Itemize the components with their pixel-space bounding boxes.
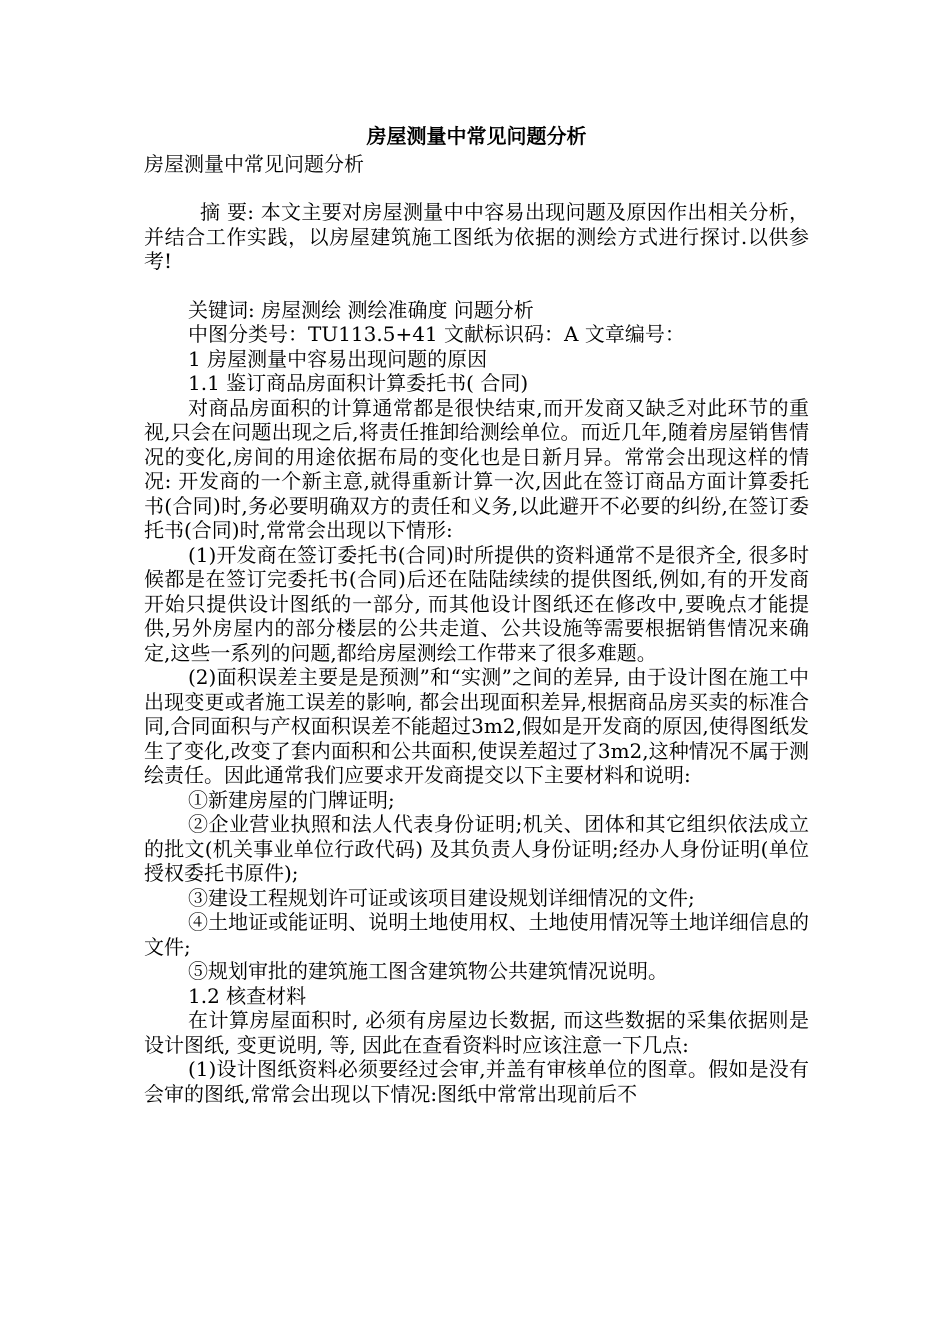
document-title: 房屋测量中常见问题分析 bbox=[366, 124, 587, 148]
list-item: ④土地证或能证明、说明土地使用权、土地使用情况等土地详细信息的文件; bbox=[144, 910, 809, 959]
list-item: ①新建房屋的门牌证明; bbox=[188, 787, 395, 812]
section-heading-1-1: 1.1 鉴订商品房面积计算委托书( 合同) bbox=[188, 371, 529, 395]
list-item: ⑤规划审批的建筑施工图含建筑物公共建筑情况说明。 bbox=[188, 959, 668, 983]
list-item: ③建设工程规划许可证或该项目建设规划详细情况的文件; bbox=[188, 885, 695, 910]
list-item: ②企业营业执照和法人代表身份证明;机关、团体和其它组织依法成立的批文(机关事业单位行政代码) 及其负责人身份证明;经办人身份证明(单位授权委托书原件); bbox=[144, 812, 809, 885]
body-paragraph: 对商品房面积的计算通常都是很快结束,而开发商又缺乏对此环节的重视,只会在问题出现之后,将责任推卸给测绘单位。而近几年,随着房屋销售情况的变化,房间的用途依据布局的变化也是日新月异。常常会出现这样的情况: 开发商的一个新主意,就得重新计算一次,因此在签订商品方面计算委托书(合同)时,务必要明确双方的责任和义务,以此避开不必要的纠纷,在签订委托书(合同)时,常常会出现以下情形: bbox=[144, 395, 809, 542]
abstract-paragraph: 摘 要: 本文主要对房屋测量中中容易出现问题及原因作出相关分析，并结合工作实践，以房屋建筑施工图纸为依据的测绘方式进行探讨.以供参考! bbox=[144, 200, 809, 273]
body-paragraph: (1)开发商在签订委托书(合同)时所提供的资料通常不是很齐全, 很多时候都是在签订完委托书(合同)后还在陆陆续续的提供图纸,例如,有的开发商开始只提供设计图纸的一部分, 而其他设计图纸还在修改中,要晚点才能提供,另外房屋内的部分楼层的公共走道、公共设施等需要根据销售情况来确定,这些一系列的问题,都给房屋测绘工作带来了很多难题。 bbox=[144, 542, 809, 665]
classification-line: 中图分类号：TU113.5+41 文献标识码：A 文章编号： bbox=[188, 322, 685, 346]
document-page bbox=[144, 118, 809, 1106]
body-paragraph: (1)设计图纸资料必须要经过会审,并盖有审核单位的图章。假如是没有会审的图纸,常常会出现以下情况:图纸中常常出现前后不 bbox=[144, 1057, 809, 1106]
body-paragraph: (2)面积误差主要是是预测”和“实测”之间的差异, 由于设计图在施工中出现变更或者施工误差的影响, 都会出现面积差异,根据商品房买卖的标准合同,合同面积与产权面积误差不能超过3m2,假如是开发商的原因,使得图纸发生了变化,改变了套内面积和公共面积,使误差超过了3m2,这种情况不属于测绘责任。因此通常我们应要求开发商提交以下主要材料和说明: bbox=[144, 665, 809, 787]
keywords-line: 关键词: 房屋测绘 测绘准确度 问题分析 bbox=[188, 297, 534, 322]
section-heading-1-2: 1.2 核查材料 bbox=[188, 983, 307, 1008]
section-heading-1: 1 房屋测量中容易出现问题的原因 bbox=[188, 346, 488, 371]
body-paragraph: 在计算房屋面积时, 必须有房屋边长数据, 而这些数据的采集依据则是设计图纸, 变更说明, 等, 因此在查看资料时应该注意一下几点: bbox=[144, 1008, 809, 1057]
document-subtitle: 房屋测量中常见问题分析 bbox=[144, 151, 364, 176]
